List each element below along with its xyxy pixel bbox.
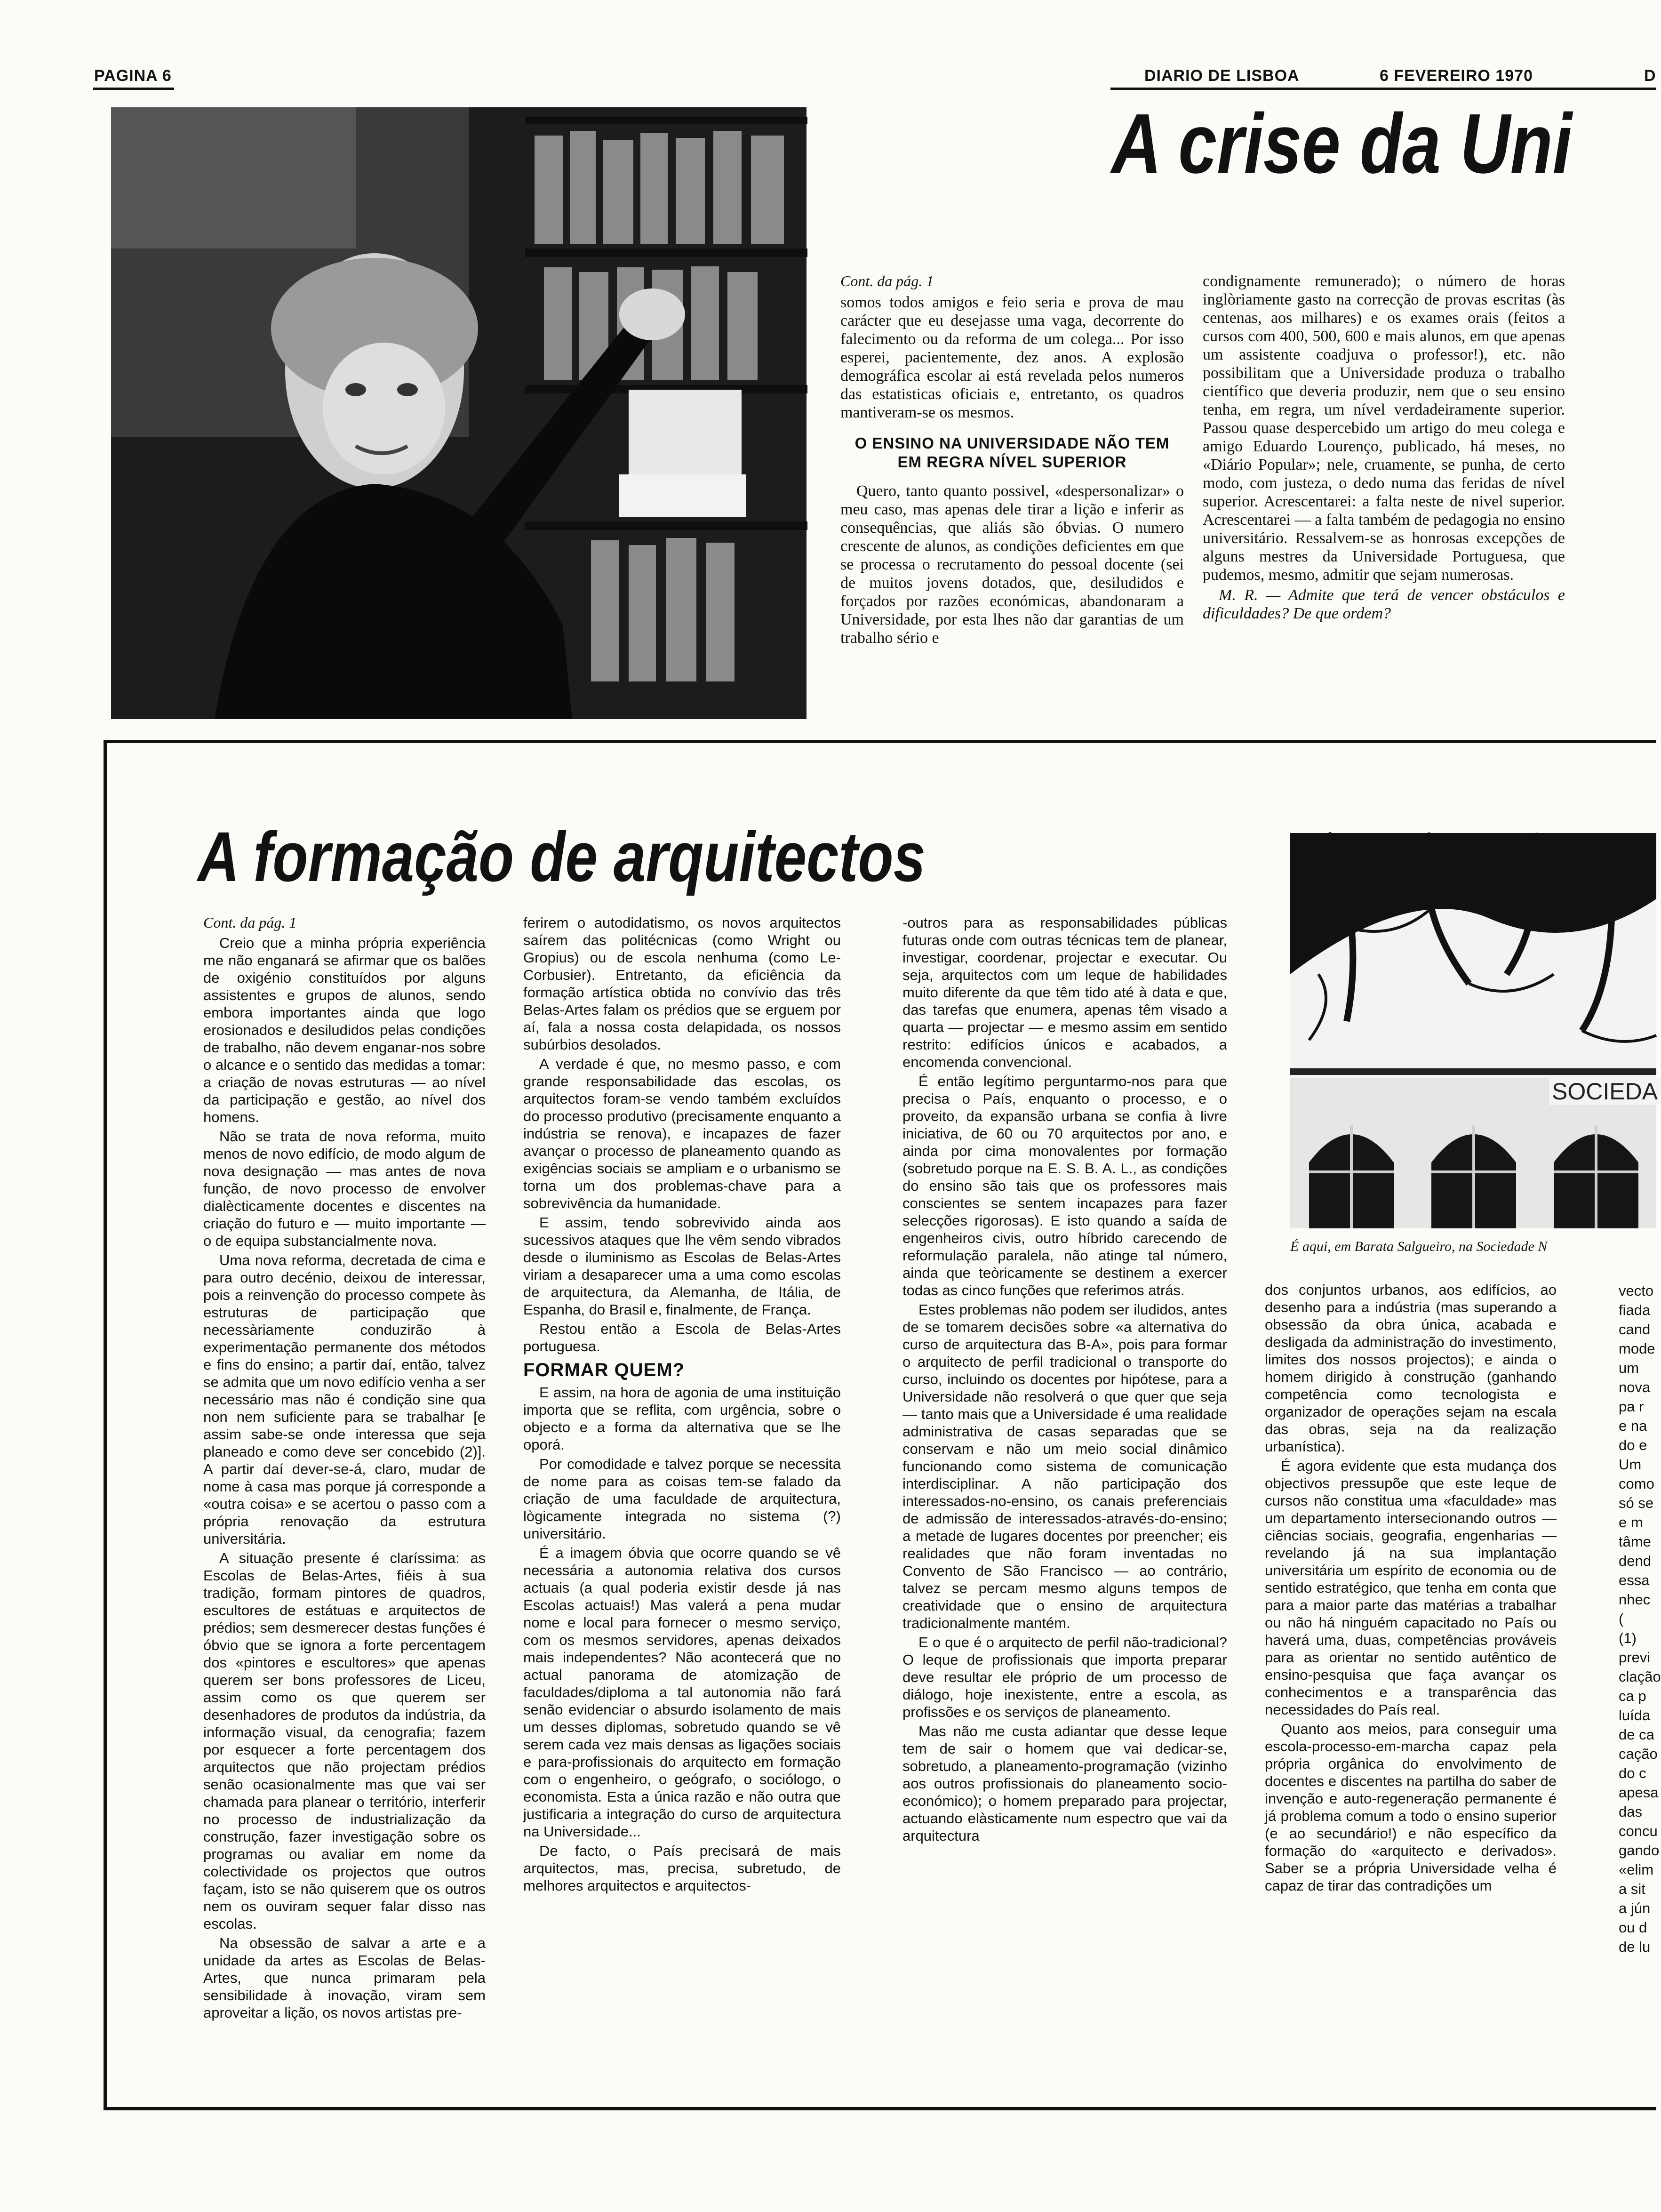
column-5-fragment: essa — [1619, 1572, 1650, 1588]
bottom-column-3 — [902, 914, 1227, 1846]
column-5-fragment: nova — [1619, 1379, 1651, 1395]
bottom-headline: A formação de arquitectos — [198, 817, 926, 896]
column-5-fragment: ( — [1619, 1611, 1624, 1627]
newspaper-name: DIARIO DE LISBOA — [1144, 67, 1300, 85]
bottom-col1-para-5: Na obsessão de salvar a arte e a unidade da artes as Escolas de Belas-Artes, que nunca primaram pela sensibilidade à inovação, viram sem aproveitar a lição, os novos artistas pre- — [203, 1935, 486, 2021]
bottom-col2-para-2: A verdade é que, no mesmo passo, e com grande responsabilidade das escolas, os arquitectos foram-se vendo também excluídos do processo produtivo (precisamente enquanto a indústria se renova), e incapazes de fazer avançar o processo de planeamento quando as exigências sociais se ampliam e o urbanismo se torna um dos problemas-chave para a sobrevivência da humanidade. — [523, 1056, 841, 1211]
bottom-column-4 — [1265, 1281, 1557, 1896]
column-5-fragment: apesa — [1619, 1784, 1659, 1801]
interview-question: M. R. — Admite que terá de vencer obstáculos e dificuldades? De que ordem? — [1203, 586, 1565, 622]
bottom-column-2 — [523, 914, 841, 1896]
top-column-2 — [1203, 272, 1565, 625]
bottom-col2b-para-3: É a imagem óbvia que ocorre quando se vê necessária a autonomia relativa dos cursos actuais (a qual poderia existir desde já nas Escolas actuais!) Mas valerá a pena mudar nome e local para fornecer o mesmo serviço, com os mesmos servidores, apenas deixados mais independentes? Não acontecerá que no actual panorama de atomização de faculdades/diploma a tal autonomia não fará senão evidenciar o absurdo isolamento de mais um desses diplomas, sobretudo quando se vê serem cada vez mais densas as ligações sociais e para-profissionais do arquitecto em formação com o engenheiro, o geógrafo, o sociólogo, o economista. Esta a única razão e não outra que justificaria a integração do curso de arquitectura na Universidade... — [523, 1545, 841, 1840]
bottom-col1-para-2: Não se trata de nova reforma, muito menos de novo edifício, de modo algum de nova designação — mas antes de nova função, de novo processo de envolver dialècticamente docentes e discentes na criação do futuro e — muito importante — o de equipa substancialmente nova. — [203, 1128, 486, 1249]
bottom-column-5-fragments — [1619, 1281, 1661, 1956]
column-5-fragment: concu — [1619, 1823, 1658, 1839]
bottom-column-1 — [203, 914, 486, 2023]
bottom-col2b-para-4: De facto, o País precisará de mais arquitectos, mas, precisa, subretudo, de melhores arquitectos e arquitectos- — [523, 1843, 841, 1894]
column-5-fragment: cação — [1619, 1746, 1658, 1762]
column-5-fragment: ca p — [1619, 1688, 1646, 1704]
column-5-fragment: como — [1619, 1475, 1654, 1492]
top-col2-body: condignamente remunerado); o número de horas inglòriamente gasto na correcção de provas escritas (às centenas, aos milhares) e os exames orais (feitos a cursos com 400, 500, 600 e mais alunos, em que apenas um assistente coadjuva o professor!), etc. não possibilitam que a Universidade produza o trabalho científico que deveria produzir, nem que o seu ensino tenha, em regra, um nível verdadeiramente superior. Passou quase despercebido um artigo do meu colega e amigo Eduardo Lourenço, publicado, há meses, no «Diário Popular»; nele, cruamente, se punha, de certo modo, com justeza, o dedo numa das feridas de nível superior. Acrescentarei: a falta neste de nivel superior. Acrescentarei — a falta também de pedagogia no ensino universitário. Ressalvem-se as honrosas excepções de alguns mestres da Universidade Portuguesa, que pudemos, mesmo, admitir que sejam numerosas. — [1203, 272, 1565, 584]
column-5-fragment: gando — [1619, 1842, 1660, 1859]
page-label-underline — [93, 88, 174, 90]
bottom-col4-para-3: Quanto aos meios, para conseguir uma escola-processo-em-marcha capaz pela própria orgânica do envolvimento de docentes e discentes na partilha do saber de invenção e auto-regeneração permanente é já problema comum a todo o ensino superior (e ao secundário!) e não específico da formação do «arquitecto e derivados». Saber se a própria Universidade velha é capaz de tirar das contradições um — [1265, 1721, 1557, 1894]
column-5-fragment: a jún — [1619, 1900, 1651, 1916]
column-5-fragment: do c — [1619, 1765, 1646, 1781]
column-5-fragment: «elim — [1619, 1861, 1654, 1878]
column-5-fragment: vecto — [1619, 1282, 1654, 1299]
top-headline: A crise da Uni — [1111, 96, 1572, 191]
bottom-col1-para-4: A situação presente é claríssima: as Escolas de Belas-Artes, fiéis à sua tradição, formam pintores de quadros, escultores de estátuas e arquitectos de prédios; sem desmerecer destas funções é óbvio que se ignora a forte percentagem dos «pintores e escultores» que apenas querem ser bons professores de Liceu, assim como os que querem ser desenhadores de produtos da indústria, da informação visual, da cenografia; fazem por esquecer a forte percentagem dos arquitectos que não projectam prédios senão ocasionalmente mas que vai ser chamada para planear o território, interferir no processo de industrialização da construção, fazer investigação sobre os programas ou avaliar em nome da colectividade os projectos que outros façam, isto se não quiserem que os outros nem os ouviram sequer falar disso nas escolas. — [203, 1550, 486, 1932]
column-5-fragment: só se — [1619, 1495, 1654, 1511]
column-5-fragment: (1) — [1619, 1630, 1637, 1646]
column-5-fragment: de ca — [1619, 1726, 1654, 1743]
top-col1-intro: somos todos amigos e feio seria e prova de mau carácter que eu desejasse uma vaga, decorrente do falecimento ou da reforma de um colega... Por isso esperei, pacientemente, dez anos. A explosão demográfica escolar ai está revelada pelos numeros das estatisticas oficiais e, entretanto, os quadros mantiveram-se os mesmos. — [840, 294, 1184, 421]
column-5-fragment: previ — [1619, 1649, 1651, 1666]
top-col1-body: Quero, tanto quanto possivel, «despersonalizar» o meu caso, mas apenas dele tirar a lição e inferir as consequências, que aliás são óbvias. O numero crescente de alunos, as condições deficientes em que se processa o recrutamento do pessoal docente (sei de muitos jovens dotados, que, desiludidos e forçados por razões económicas, abandonaram a Universidade, por esta lhes não dar garantias de um trabalho sério e — [840, 482, 1184, 647]
column-5-fragment: a sit — [1619, 1881, 1645, 1897]
column-5-fragment: dend — [1619, 1553, 1651, 1569]
bottom-col2-para-4: Restou então a Escola de Belas-Artes portuguesa. — [523, 1321, 841, 1354]
bottom-col2-para-1: ferirem o autodidatismo, os novos arquitectos saírem das politécnicas (como Wright ou Gropius) ou de escola nenhuma (como Le-Corbusier). Entretanto, da eficiência da formação artística obtida no convívio das três Belas-Artes falam os prédios que se erguem por aí, fala a nossa costa delapidada, os nossos subúrbios desolados. — [523, 914, 841, 1053]
bottom-continued-label: Cont. da pág. 1 — [203, 914, 297, 931]
building-photo — [1290, 833, 1656, 1228]
column-5-fragment: pa r — [1619, 1398, 1644, 1415]
column-5-fragment: clação — [1619, 1668, 1661, 1685]
bottom-col3-para-1: -outros para as responsabilidades públicas futuras onde com outras técnicas tem de planear, investigar, coordenar, projectar e executar. Ou seja, arquitectos com um leque de habilidades muito diferente da que têm tido até à data e que, das tarefas que enumera, apenas têm visado a quarta — projectar — e mesmo assim em sentido restrito: edifícios únicos e acabados, a encomenda convencional. — [902, 914, 1227, 1070]
bottom-col1-para-1: Creio que a minha própria experiência me não enganará se afirmar que os balões de oxigénio constituídos por alguns assistentes e grupos de alunos, sendo embora importantes ainda que logo erosionados e desiludidos pelas condições de trabalho, não devem enganar-nos sobre o alcance e o sentido das medidas a tomar: a criação de novas estruturas — ao nível da participação e gestão, ao nível dos homens. — [203, 935, 486, 1125]
bottom-col3-para-3: Estes problemas não podem ser iludidos, antes de se tomarem decisões sobre «a alternativa do curso de arquitectura das B-A», pois para formar o arquitecto de perfil tradicional o transporte do curso, incluindo os docentes por hipótese, para a Universidade não resolverá o que quer que seja — tanto mais que a Universidade é uma realidade administrativa de casas separadas que se conservam e não um meio social dinâmico funcionando como sistema de comunicação interdisciplinar. A não participação dos interessados-no-ensino, os canais preferenciais de admissão de interessados-através-do-ensino; a metade de lugares docentes por preencher; eis realidades que não foram inventadas no Convento de São Francisco — ao contrário, talvez se percam mesmo alguns tempos de creatividade que o ensino de arquitectura tradicionalmente mantém. — [902, 1301, 1227, 1631]
photo-caption: É aqui, em Barata Salgueiro, na Sociedade N — [1290, 1239, 1548, 1254]
portrait-photo-art — [111, 107, 807, 719]
edge-letter: D — [1644, 67, 1656, 85]
bottom-subheading: FORMAR QUEM? — [523, 1360, 685, 1380]
bottom-col4-para-1: dos conjuntos urbanos, aos edifícios, ao desenho para a indústria (mas superando a obsessão da obra única, acabada e desligada da administração do investimento, limites dos nossos projectos); e ainda o homem dirigido à construção (ganhando competência como tecnologista e organizador de operações sejam na escala das obras, seja na da realização urbanística). — [1265, 1282, 1557, 1455]
portrait-photo — [111, 107, 807, 719]
box-rule-bottom — [104, 2107, 1656, 2110]
column-5-fragment: das — [1619, 1803, 1642, 1820]
page-number: PAGINA 6 — [94, 67, 172, 85]
bottom-col3-para-5: Mas não me custa adiantar que desse leque tem de sair o homem que vai dedicar-se, sobretudo, a planeamento-programação (vizinho aos outros profissionais do planeamento socio-económico); o homem preparado para projectar, actuando elàsticamente num espectro que vai da arquitectura — [902, 1723, 1227, 1844]
header-rule — [1110, 88, 1656, 90]
building-sign-text: SOCIEDA — [1549, 1078, 1661, 1105]
column-5-fragment: Um — [1619, 1456, 1642, 1473]
bottom-col2b-para-1: E assim, na hora de agonia de uma instituição importa que se reflita, com urgência, sobre o objecto e a forma da alternativa que se lhe oporá. — [523, 1384, 841, 1453]
column-5-fragment: tâme — [1619, 1533, 1651, 1550]
column-5-fragment: nhec — [1619, 1591, 1651, 1608]
bottom-col3-para-4: E o que é o arquitecto de perfil não-tradicional? O leque de profissionais que importa preparar deve resultar ele próprio de um processo de diálogo, hoje inexistente, entre a escola, as profissões e os serviços de planeamento. — [902, 1634, 1227, 1720]
bottom-col1-para-3: Uma nova reforma, decretada de cima e para outro decénio, deixou de interessar, pois a reinvenção do processo compete às estruturas de participação que necessàriamente conduzirão à experimentação permanente dos métodos e fins do ensino; a partir daí, então, talvez se admita que um novo edifício venha a ser necessário mas não é condição sine qua non nem suficiente para se trabalhar [e assim sabe-se onde interessa que seja planeado e como deve ser concebido (2)]. A partir daí dever-se-á, claro, mudar de nome à casa mas porque já corresponde a «outra coisa» e se acertou o passo com a própria renovação da estrutura universitária. — [203, 1252, 486, 1547]
column-5-fragment: luída — [1619, 1707, 1651, 1723]
continued-label: Cont. da pág. 1 — [840, 272, 934, 289]
box-rule-top — [104, 740, 1656, 743]
column-5-fragment: e na — [1619, 1418, 1647, 1434]
box-rule-left — [104, 740, 107, 2110]
bottom-col4-para-2: É agora evidente que esta mudança dos objectivos pressupõe que este leque de cursos não constitua uma «faculdade» mas um departamento intersecionando outros — ciências sociais, geografia, engenharias — revelando já na sua implantação universitária um espírito de economia ou de sentido estratégico, que tenha em conta que para a maior parte das matérias a trabalhar ou não há ninguém capacitado no País ou haverá uma, duas, competências prováveis para as orientar no sentido autêntico de ensino-pesquisa que faça avançar os conhecimentos e a transparência das necessidades do País real. — [1265, 1458, 1557, 1718]
column-5-fragment: um — [1619, 1360, 1639, 1376]
column-5-fragment: cand — [1619, 1321, 1651, 1338]
column-5-fragment: mode — [1619, 1340, 1655, 1357]
issue-date: 6 FEVEREIRO 1970 — [1380, 67, 1533, 85]
column-5-fragment: e m — [1619, 1514, 1643, 1531]
column-5-fragment: ou d — [1619, 1919, 1647, 1936]
bottom-col2b-para-2: Por comodidade e talvez porque se necessita de nome para as coisas tem-se falado da criação de uma faculdade de arquitectura, lògicamente integrada no sistema (?) universitário. — [523, 1456, 841, 1542]
top-column-1 — [840, 272, 1184, 649]
building-photo-art — [1290, 833, 1656, 1228]
bottom-col2-para-3: E assim, tendo sobrevivido ainda aos sucessivos ataques que lhe vêm sendo vibrados desde o iluminismo as Escolas de Belas-Artes viriam a desaparecer uma a uma como escolas de arquitectura, da Alemanha, de Itália, de Espanha, do Brasil e, finalmente, de França. — [523, 1214, 841, 1318]
column-5-fragment: do e — [1619, 1437, 1647, 1453]
top-subheading: O ENSINO NA UNIVERSIDADE NÃO TEM EM REGRA NÍVEL SUPERIOR — [854, 434, 1170, 471]
column-5-fragment: fiada — [1619, 1302, 1651, 1318]
column-5-fragment: de lu — [1619, 1939, 1651, 1955]
bottom-col3-para-2: É então legítimo perguntarmo-nos para que precisa o País, enquanto o processo, e o proveito, da expansão urbana se confia à livre iniciativa, de 60 ou 70 arquitectos por ano, e ainda por cima monovalentes por formação (sobretudo porque na E. S. B. A. L., as condições do ensino são tais que os professores mais conscientes se sentem incapazes para fazer selecções rigorosas). E isto quando a saída de engenheiros civis, outro híbrido carecendo de reformulação paralela, não atinge tal número, ainda que teòricamente se destinem a exercer todas as cinco funções que referimos atrás. — [902, 1073, 1227, 1298]
